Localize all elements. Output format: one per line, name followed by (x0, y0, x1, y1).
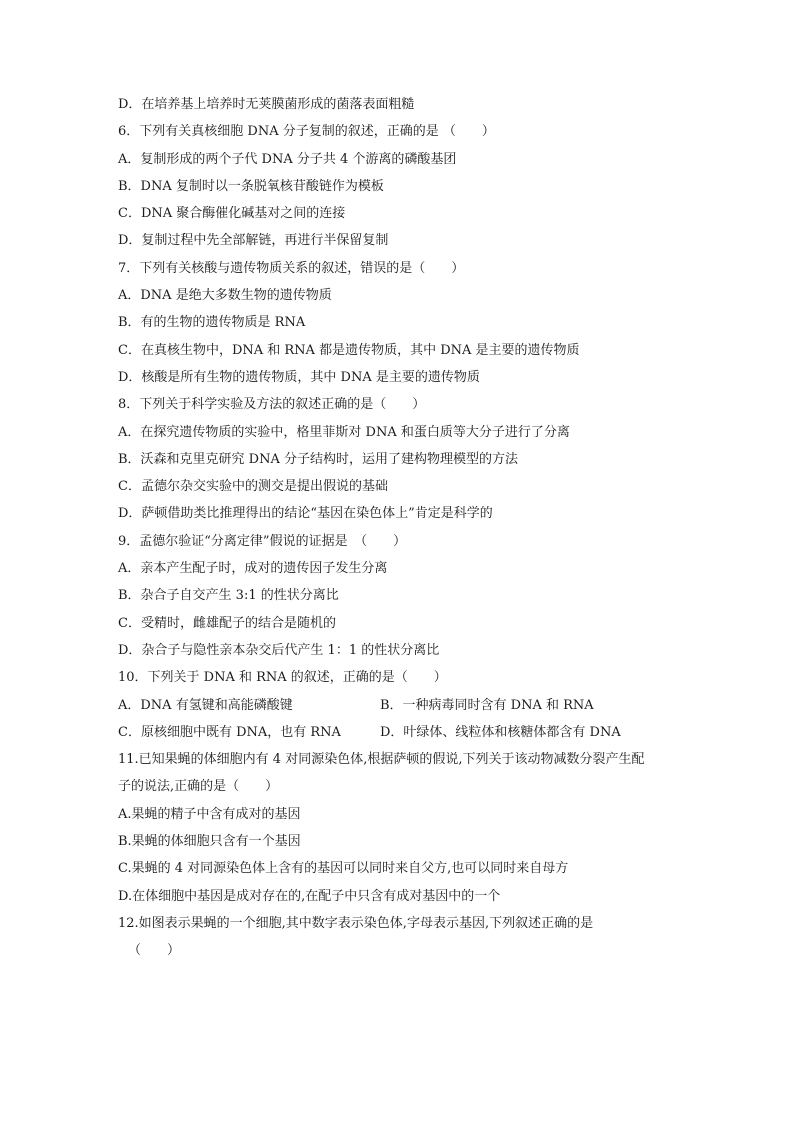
option-a: A．DNA 有氢键和高能磷酸键 (118, 697, 293, 713)
option-line: A.果蝇的精子中含有成对的基因 (118, 806, 301, 822)
option-line: A．在探究遗传物质的实验中，格里菲斯对 DNA 和蛋白质等大分子进行了分离 (118, 424, 570, 440)
option-d: D．叶绿体、线粒体和核糖体都含有 DNA (380, 724, 621, 740)
option-line: A．亲本产生配子时，成对的遗传因子发生分离 (118, 561, 388, 577)
option-line: B.果蝇的体细胞只含有一个基因 (118, 834, 301, 850)
option-line: D．复制过程中先全部解链，再进行半保留复制 (118, 233, 389, 249)
question-8: 8．下列关于科学实验及方法的叙述正确的是（ ） (118, 397, 426, 413)
option-row (118, 692, 688, 719)
option-line: A．DNA 是绝大多数生物的遗传物质 (118, 288, 332, 304)
option-line: C．孟德尔杂交实验中的测交是提出假说的基础 (118, 479, 388, 495)
question-6: 6．下列有关真核细胞 DNA 分子复制的叙述，正确的是 （ ） (118, 124, 495, 140)
option-line: B．沃森和克里克研究 DNA 分子结构时，运用了建构物理模型的方法 (118, 451, 519, 467)
option-line: C.果蝇的 4 对同源染色体上含有的基因可以同时来自父方,也可以同时来自母方 (118, 861, 569, 877)
option-line: C．DNA 聚合酶催化碱基对之间的连接 (118, 206, 346, 222)
option-line: D.在体细胞中基因是成对存在的,在配子中只含有成对基因中的一个 (118, 888, 501, 904)
question-9: 9．孟德尔验证“分离定律”假说的证据是 （ ） (118, 533, 407, 549)
text-line: 子的说法,正确的是（ ） (118, 779, 279, 795)
question-11: 11.已知果蝇的体细胞内有 4 对同源染色体,根据萨顿的假说,下列关于该动物减数分裂产生配 (118, 752, 645, 768)
option-line: D．核酸是所有生物的遗传物质，其中 DNA 是主要的遗传物质 (118, 369, 480, 385)
option-line: D．杂合子与隐性亲本杂交后代产生 1：1 的性状分离比 (118, 642, 440, 658)
text-line: D．在培养基上培养时无荚膜菌形成的菌落表面粗糙 (118, 97, 415, 112)
option-b: B．一种病毒同时含有 DNA 和 RNA (380, 697, 594, 713)
question-12: 12.如图表示果蝇的一个细胞,其中数字表示染色体,字母表示基因,下列叙述正确的是 (118, 915, 594, 931)
question-text (118, 91, 688, 965)
answer-parenthesis: （ ） (128, 943, 181, 959)
question-7: 7．下列有关核酸与遗传物质关系的叙述，错误的是（ ） (118, 260, 465, 276)
option-line: A．复制形成的两个子代 DNA 分子共 4 个游离的磷酸基团 (118, 151, 457, 167)
option-row (118, 719, 688, 746)
option-line: B．DNA 复制时以一条脱氧核苷酸链作为模板 (118, 178, 384, 194)
option-line: D．萨顿借助类比推理得出的结论“基因在染色体上”肯定是科学的 (118, 506, 493, 522)
option-line: B．有的生物的遗传物质是 RNA (118, 315, 306, 331)
option-line: C．受精时，雌雄配子的结合是随机的 (118, 615, 336, 631)
question-10: 10．下列关于 DNA 和 RNA 的叙述，正确的是（ ） (118, 670, 447, 686)
option-line: B．杂合子自交产生 3:1 的性状分离比 (118, 588, 339, 604)
option-c: C．原核细胞中既有 DNA，也有 RNA (118, 724, 341, 740)
option-line: C．在真核生物中，DNA 和 RNA 都是遗传物质，其中 DNA 是主要的遗传物质 (118, 342, 580, 358)
